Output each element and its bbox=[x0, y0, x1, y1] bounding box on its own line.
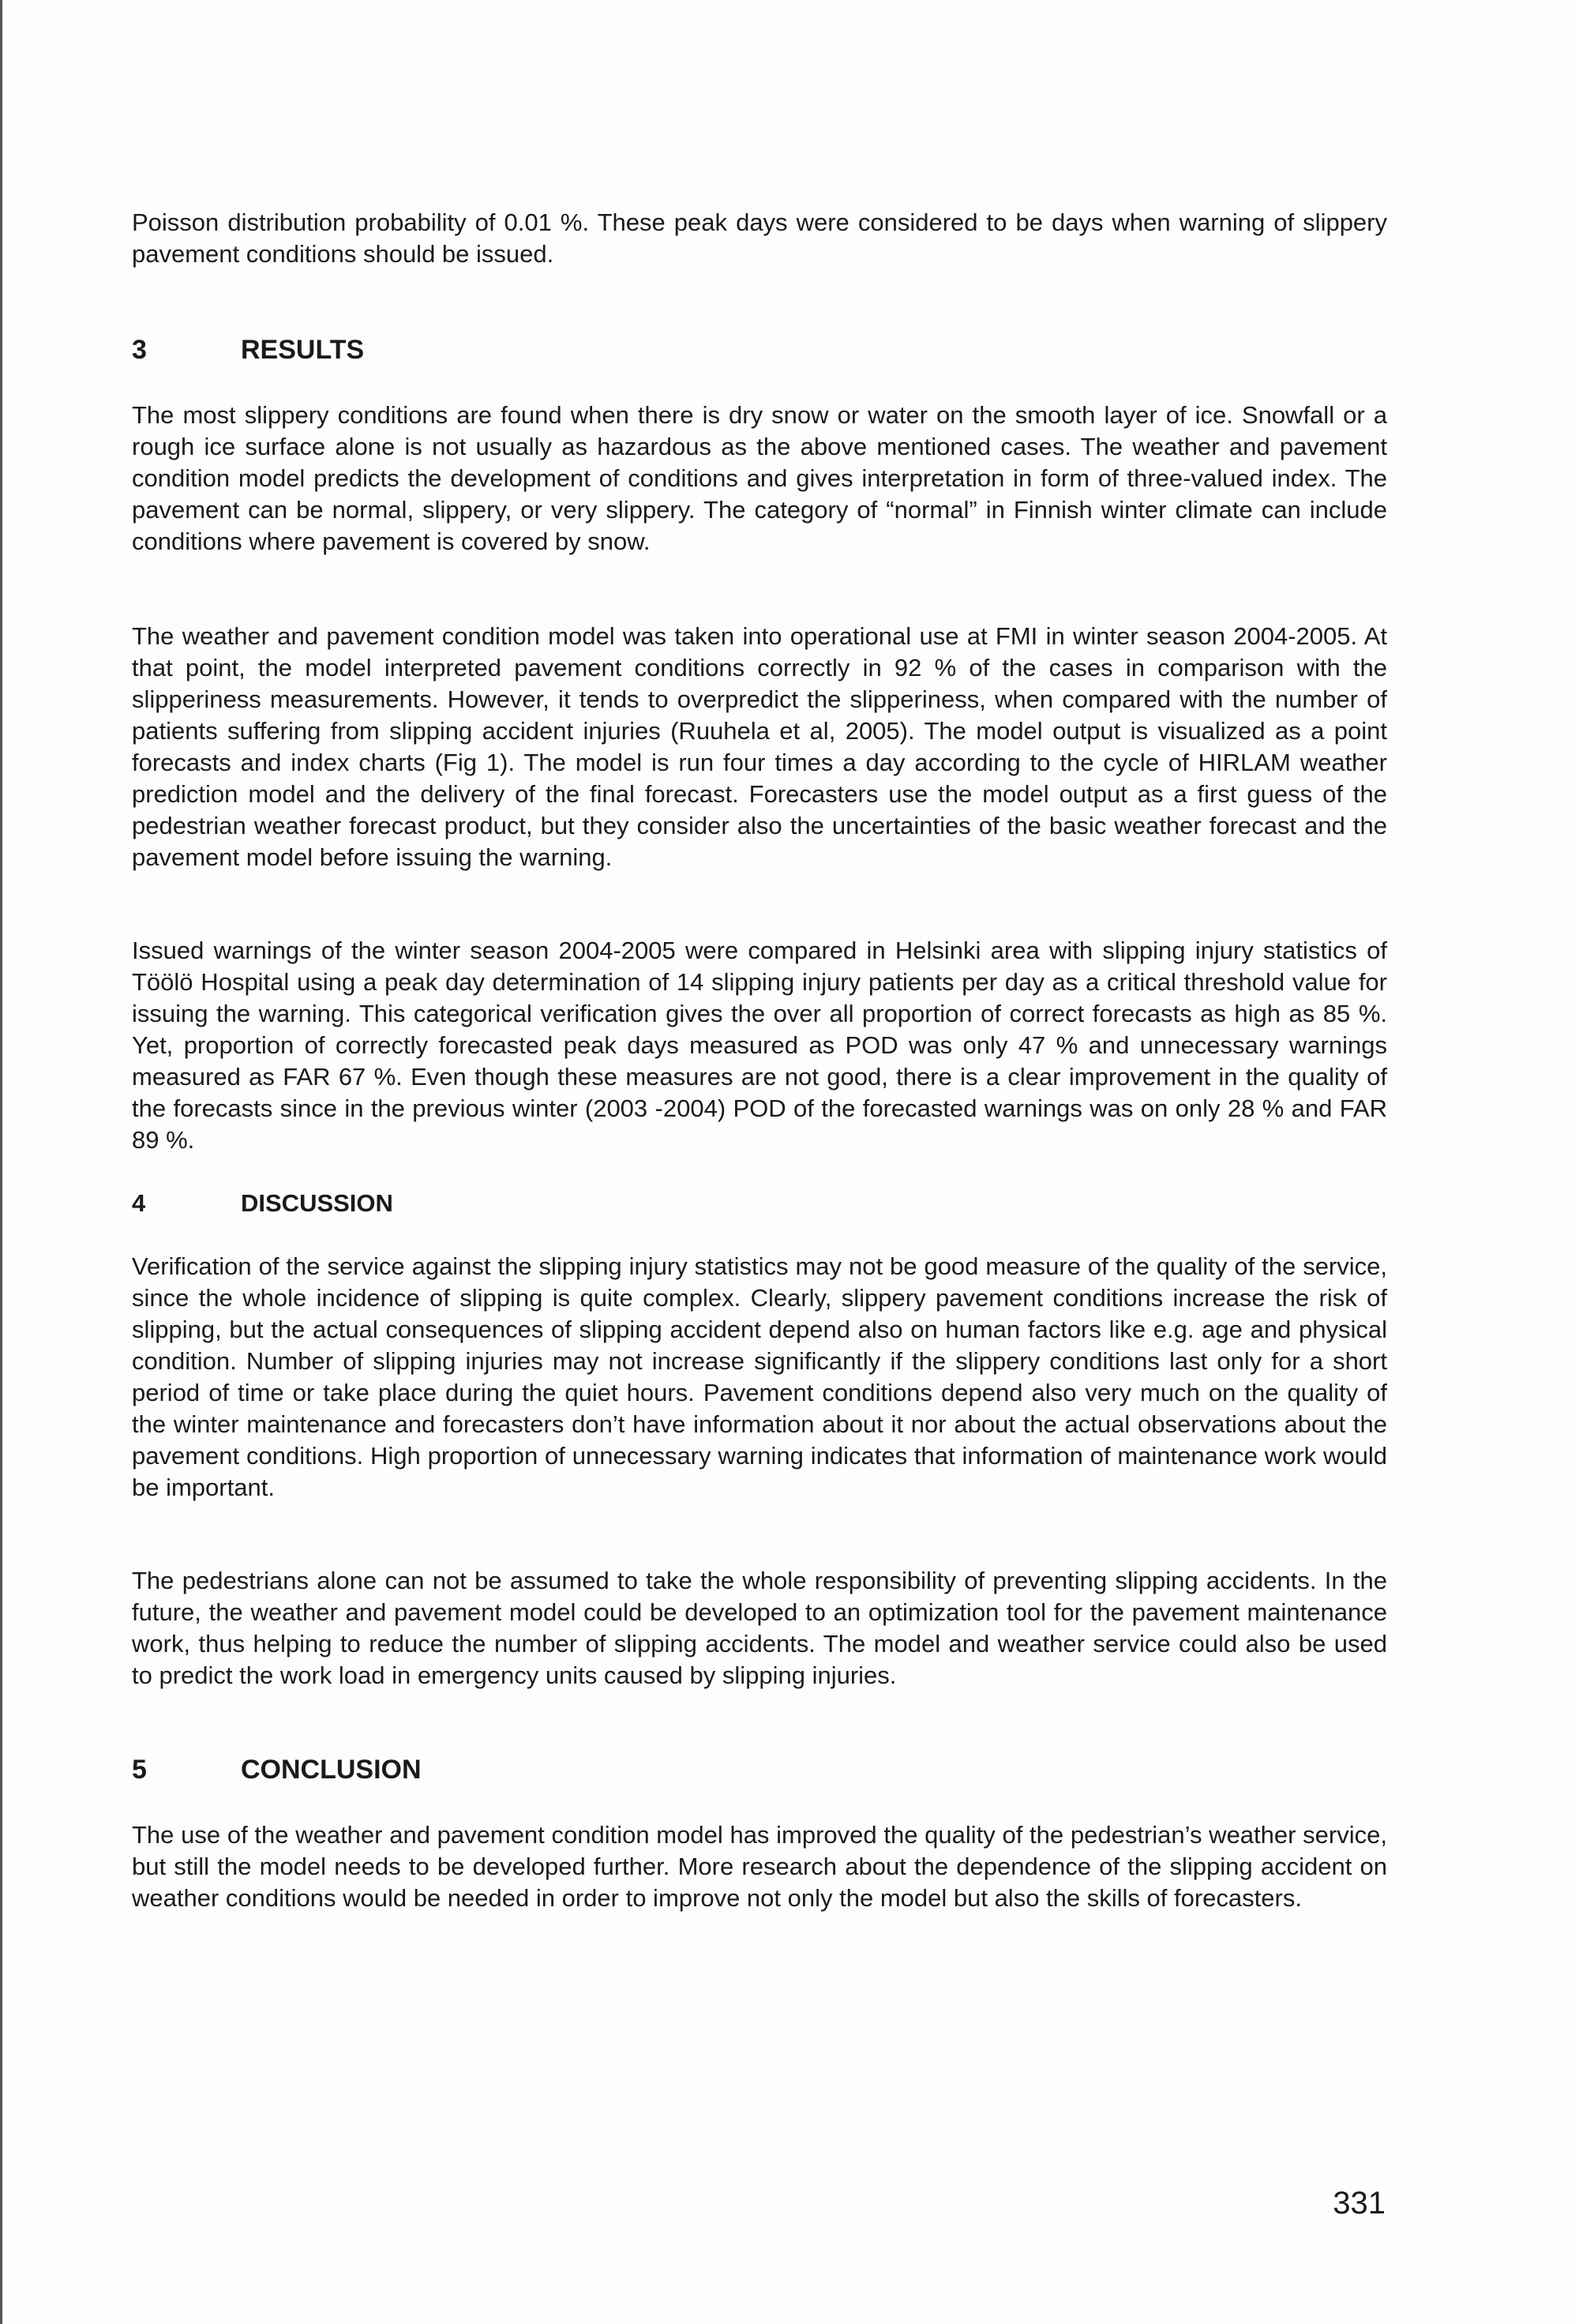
page-number: 331 bbox=[1333, 2186, 1386, 2221]
paragraph-intro: Poisson distribution probability of 0.01 %. These peak days were considered to be days when warning of slippery pavement conditions should be issued. bbox=[132, 208, 1387, 268]
heading-conclusion bbox=[132, 1755, 422, 1785]
heading-number: 4 bbox=[132, 1189, 146, 1217]
heading-title: DISCUSSION bbox=[241, 1189, 393, 1217]
paragraph-results-1: The most slippery conditions are found when there is dry snow or water on the smooth layer of ice. Snowfall or a rough ice surface alone is not usually as hazardous as the above mentioned cases. The weather and pavement condition model predicts the development of conditions and gives interpretation in form of three-valued index. The pavement can be normal, slippery, or very slippery. The category of “normal” in Finnish winter climate can include conditions where pavement is covered by snow. bbox=[132, 401, 1387, 555]
heading-number: 3 bbox=[132, 335, 147, 365]
paragraph-conclusion: The use of the weather and pavement condition model has improved the quality of the pedestrian’s weather service, but still the model needs to be developed further. More research about the dependence of the slipping accident on weather conditions would be needed in order to improve not only the model but also the skills of forecasters. bbox=[132, 1821, 1387, 1912]
paragraph-results-3: Issued warnings of the winter season 2004-2005 were compared in Helsinki area with slipping injury statistics of Töölö Hospital using a peak day determination of 14 slipping injury patients per day as a critical threshold value for issuing the warning. This categorical verification gives the over all proportion of correct forecasts as high as 85 %. Yet, proportion of correctly forecasted peak days measured as POD was only 47 % and unnecessary warnings measured as FAR 67 %. Even though these measures are not good, there is a clear improvement in the quality of the forecasts since in the previous winter (2003 -2004) POD of the forecasted warnings was on only 28 % and FAR 89 %. bbox=[132, 937, 1387, 1154]
paragraph-discussion-2: The pedestrians alone can not be assumed to take the whole responsibility of preventing slipping accidents. In the future, the weather and pavement model could be developed to an optimization tool for the pavement maintenance work, thus helping to reduce the number of slipping accidents. The model and weather service could also be used to predict the work load in emergency units caused by slipping injuries. bbox=[132, 1567, 1387, 1689]
paragraph-results-2: The weather and pavement condition model was taken into operational use at FMI in winter season 2004-2005. At that point, the model interpreted pavement conditions correctly in 92 % of the cases in comparison with the slipperiness measurements. However, it tends to overpredict the slipperiness, when compared with the number of patients suffering from slipping accident injuries (Ruuhela et al, 2005). The model output is visualized as a point forecasts and index charts (Fig 1). The model is run four times a day according to the cycle of HIRLAM weather prediction model and the delivery of the final forecast. Forecasters use the model output as a first guess of the pedestrian weather forecast product, but they consider also the uncertainties of the basic weather forecast and the pavement model before issuing the warning. bbox=[132, 622, 1387, 871]
heading-title: CONCLUSION bbox=[241, 1755, 422, 1785]
heading-results bbox=[132, 335, 364, 366]
heading-number: 5 bbox=[132, 1755, 147, 1785]
scan-edge bbox=[0, 0, 2, 2324]
heading-title: RESULTS bbox=[241, 335, 365, 365]
paragraph-discussion-1: Verification of the service against the slipping injury statistics may not be good measure of the quality of the service, since the whole incidence of slipping is quite complex. Clearly, slippery pavement conditions increase the risk of slipping, but the actual consequences of slipping accident depend also on human factors like e.g. age and physical condition. Number of slipping injuries may not increase significantly if the slippery conditions last only for a short period of time or take place during the quiet hours. Pavement conditions depend also very much on the quality of the winter maintenance and forecasters don’t have information about it nor about the actual observations about the pavement conditions. High proportion of unnecessary warning indicates that information of maintenance work would be important. bbox=[132, 1252, 1387, 1501]
heading-discussion bbox=[132, 1189, 393, 1218]
